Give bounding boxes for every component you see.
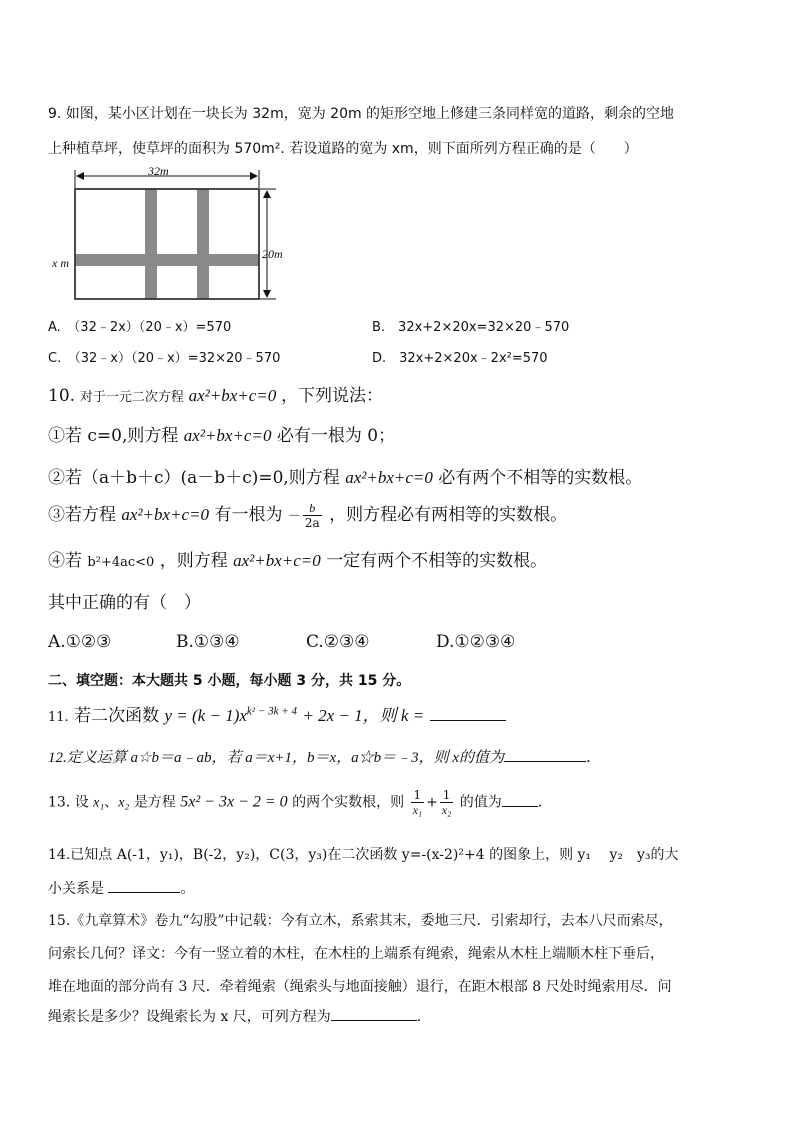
q10-statement-2: ②若（a＋b＋c）(a－b＋c)=0,则方程 ax²+bx+c=0 必有两个不相等的实数根。 xyxy=(48,468,643,488)
q9-option-d: D. 32x+2×20x﹣2x²=570 xyxy=(372,351,548,366)
q13-fraction-1: $\frac{1}{\text{x₁}}$ xyxy=(412,788,423,817)
q13-answer-blank[interactable] xyxy=(502,806,538,807)
q10-statement-1: ①若 c=0,则方程 ax²+bx+c=0 必有一根为 0； xyxy=(48,426,396,446)
horizontal-road xyxy=(75,254,259,266)
q9-figure xyxy=(44,162,304,310)
q13: 13. 设 x₁、x₂ 是方程 5x² − 3x − 2 = 0 的两个实数根，则 $\frac{1}{\text{x₁}}$ + $\frac{1}{\text{x₂}}$ 的值为 . xyxy=(48,788,543,817)
q10-stem-tail: ，下列说法： xyxy=(281,386,384,406)
q12: 12.定义运算 a☆b＝a﹣ab，若 a＝x+1，b＝x，a☆b＝﹣3，则 x的值为 . xyxy=(48,748,591,766)
q10-statement-3: ③若方程 ax²+bx+c=0 有一根为 － $\frac{b}{2a}$ ，则方程必有两相等的实数根。 xyxy=(48,501,568,530)
vertical-road-1 xyxy=(145,189,157,299)
q12-answer-blank[interactable] xyxy=(504,761,586,762)
q10-stem-text: 对于一元二次方程 xyxy=(79,390,184,405)
q10-ask: 其中正确的有（ ） xyxy=(48,593,201,613)
q11: 11. 若二次函数 $y = (k - 1)x^{k^2 - 3k + 4} + 2x - 1$，则 k = xyxy=(48,701,506,726)
q14-line1: 14.已知点 A(-1，y₁)，B(-2，y₂)，C(3，y₃)在二次函数 y=-(x-2)²+4 的图象上，则 y₁ y₂ y₃的大 xyxy=(48,847,679,863)
q9-option-c: C. （32﹣x）（20﹣x）=32×20﹣570 xyxy=(48,351,281,366)
q10-stem-equation: ax²+bx+c=0 xyxy=(188,386,277,405)
q10-fraction: $\frac{b}{2a}$ xyxy=(304,501,320,530)
width-label: 32m xyxy=(148,164,169,178)
q9-line2: 上种植草坪，使草坪的面积为 570m². 若设道路的宽为 xm，则下面所列方程正确的是（ ） xyxy=(48,141,638,157)
q10-option-b: B.①③④ xyxy=(176,632,240,652)
q15-line2: 问索长几何？译文：今有一竖立着的木柱，在木柱的上端系有绳索，绳索从木柱上端顺木柱下垂后， xyxy=(48,946,664,962)
q10-option-c: C.②③④ xyxy=(306,632,370,652)
q10-option-d: D.①②③④ xyxy=(436,632,516,652)
vertical-road-2 xyxy=(197,189,209,299)
q13-fraction-2: $\frac{1}{\text{x₂}}$ xyxy=(441,788,452,817)
q9-line1: 9. 如图，某小区计划在一块长为 32m，宽为 20m 的矩形空地上修建三条同样宽的道路，剩余的空地 xyxy=(48,106,675,122)
q10-number: 10. xyxy=(48,386,76,406)
height-label: 20m xyxy=(262,247,283,261)
q9-option-b: B. 32x+2×20x=32×20﹣570 xyxy=(372,320,570,335)
q15-line1: 15.《九章算术》卷九“勾股”中记载：今有立木，系索其末，委地三尺．引索却行，去本八尺而索尽， xyxy=(48,913,673,929)
q9-option-a: A. （32﹣2x）（20﹣x）=570 xyxy=(48,320,232,335)
q10-statement-4: ④若 b²+4ac<0 ，则方程 ax²+bx+c=0 一定有两个不相等的实数根。 xyxy=(48,551,548,571)
section-2-heading: 二、填空题：本大题共 5 小题，每小题 3 分，共 15 分。 xyxy=(48,673,411,689)
q15-answer-blank[interactable] xyxy=(331,1020,417,1021)
field-rectangle xyxy=(75,189,259,299)
q14-line2: 小关系是 。 xyxy=(48,881,195,897)
q14-answer-blank[interactable] xyxy=(108,892,180,893)
q11-answer-blank[interactable] xyxy=(430,720,506,721)
road-width-label: x m xyxy=(52,256,69,270)
q15-line4: 绳索长是多少？设绳索长为 x 尺，可列方程为 . xyxy=(48,1009,422,1025)
q10-stem xyxy=(48,381,383,406)
q15-line3: 堆在地面的部分尚有 3 尺．牵着绳索（绳索头与地面接触）退行，在距木根部 8 尺处时绳索用尽．问 xyxy=(48,979,672,995)
q10-option-a: A.①②③ xyxy=(48,632,112,652)
